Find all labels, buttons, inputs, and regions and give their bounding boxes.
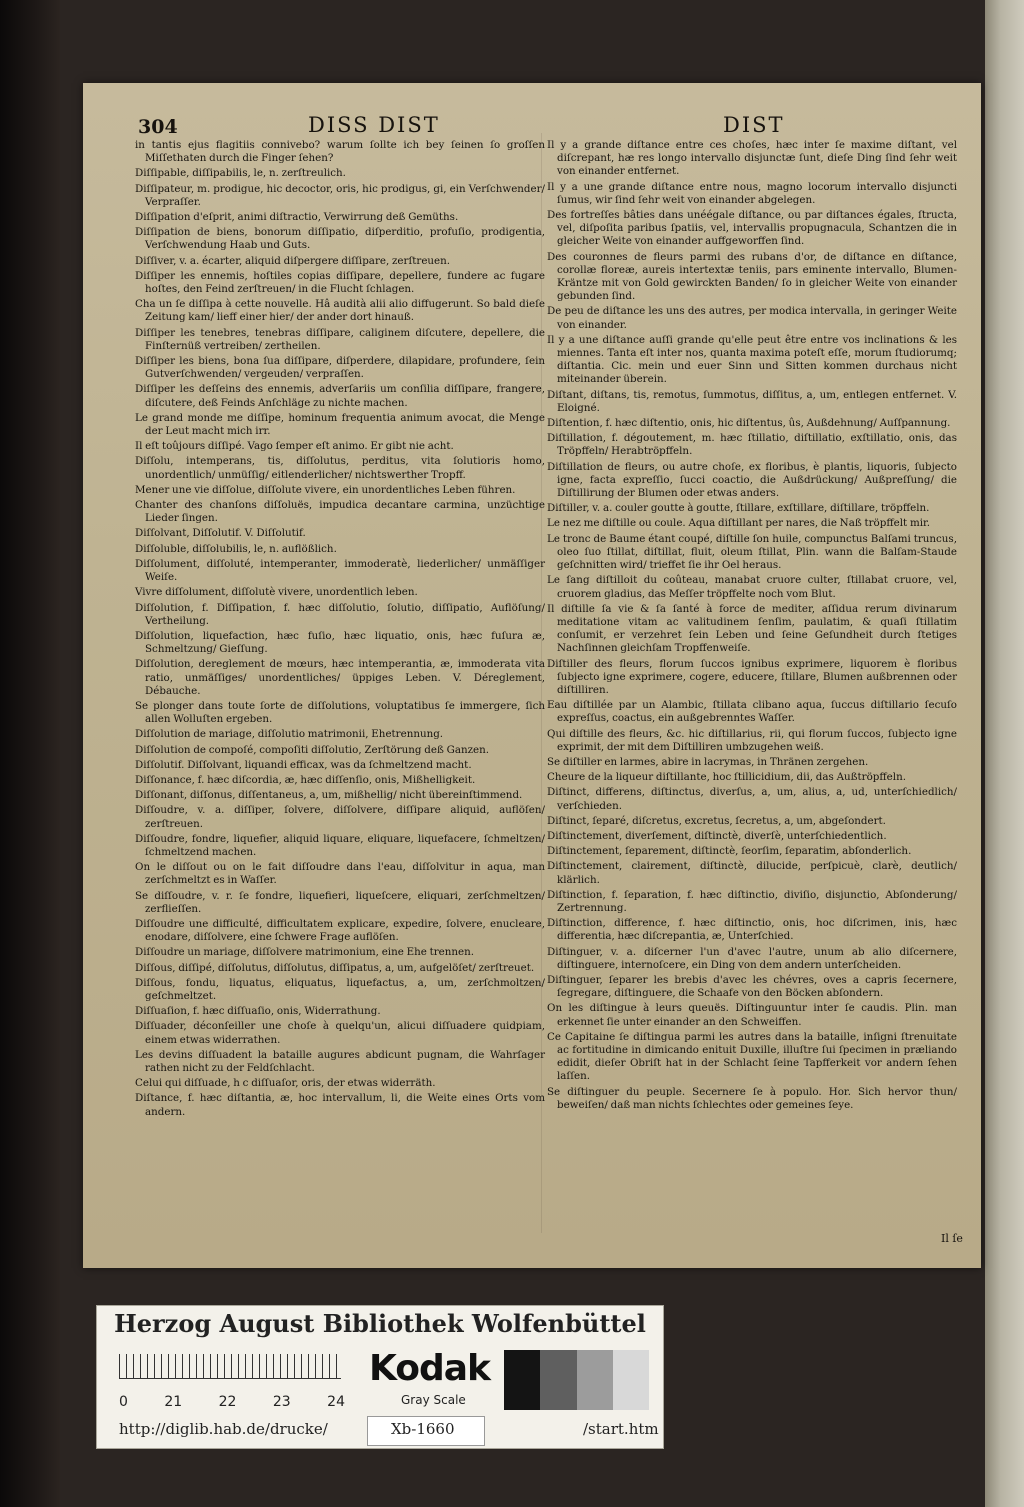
dictionary-entry: Diſſonance, f. hæc diſcordia, æ, hæc diſſenſio, onis, Mißhelligkeit. — [135, 773, 476, 786]
start-link[interactable]: /start.htm — [583, 1420, 659, 1438]
dictionary-entry: Se diſtiller en larmes, abire in lacrymas, in Thränen zergehen. — [547, 755, 869, 768]
dictionary-entry: Il y a grande diſtance entre ces choſes, hæc inter ſe maxime diſtant, vel diſcrepant, hæ res longo intervallo disjunctæ ſunt, dieſe Ding ſind ſehr weit von einander entfernet. — [547, 139, 957, 178]
dictionary-entry: Diſtinction, f. ſeparation, f. hæc diſtinctio, diviſio, disjunctio, Abſonderung/ Zertrennung. — [547, 888, 957, 914]
dictionary-column-right — [547, 139, 957, 1114]
scan-adjacent-page — [985, 0, 1024, 1507]
dictionary-entry: Les devins diſſuadent la bataille augures abdicunt pugnam, die Wahrſager rathen nicht zu der Feldſchlacht. — [135, 1048, 545, 1074]
ruler-number: 23 — [272, 1394, 291, 1410]
dictionary-entry: Ce Capitaine ſe diſtingua parmi les autres dans la bataille, inſigni ſtrenuitate ac fortitudine in dimicando enituit Duxille, illuſtre ſui ſpecimen in præliando edidit, dieſer Obriſt hat in der Schlacht ſeine Tapfferkeit vor andern ſehen laſſen. — [547, 1030, 957, 1083]
dictionary-entry: Il eſt toûjours diſſipé. Vago ſemper eſt animo. Er gibt nie acht. — [135, 440, 454, 453]
dictionary-entry: Diſſolvant, Diſſolutif. V. Diſſolutif. — [135, 527, 306, 540]
ruler-number: 21 — [164, 1394, 183, 1410]
ruler-numbers — [119, 1394, 345, 1410]
ruler-number: 22 — [218, 1394, 237, 1410]
dictionary-entry: Diſtant, diſtans, tis, remotus, ſummotus, diſſitus, a, um, entlegen entfernet. V. Eloigné. — [547, 388, 957, 414]
dictionary-entry: Diſſolutif. Diſſolvant, liquandi efficax, was da ſchmeltzend macht. — [135, 758, 472, 771]
dictionary-entry: Diſſolution de compoſé, compoſiti diſſolutio, Zerſtörung deß Ganzen. — [135, 743, 490, 756]
dictionary-entry: Cha un ſe diſſipa à cette nouvelle. Hâ audità alii alio diffugerunt. So bald dieſe Zeitung kam/ lieff einer hier/ der ander dort hinauß. — [135, 298, 545, 324]
dictionary-entry: Diſſiper les tenebres, tenebras diſſipare, caliginem diſcutere, depellere, die Finſternüß vertreiben/ zertheilen. — [135, 326, 545, 352]
ruler-number: 0 — [119, 1394, 128, 1410]
dictionary-entry: Diſſipation d'eſprit, animi diſtractio, Verwirrung deß Gemüths. — [135, 211, 459, 224]
dictionary-entry: Des couronnes de fleurs parmi des rubans d'or, de diſtance en diſtance, corollæ floreæ, aureis intertextæ teniis, pars eminente intervallo, Blumen-Kräntze mit von Gold gewirckten Banden/ ſo in gleicher Weite von einander gebunden ſind. — [547, 250, 957, 303]
dictionary-entry: Diſtinguer, ſeparer les brebis d'avec les chévres, oves a capris ſecernere, ſegregare, diſtinguere, die Schaafe von den Böcken abſondern. — [547, 973, 957, 1000]
gray-scale-patches — [504, 1350, 649, 1410]
scan-background-left — [0, 0, 60, 1507]
dictionary-entry: Diſtillation de fleurs, ou autre choſe, ex floribus, è plantis, liquoris, ſubjecto igne, facta expreſſio, ſucci coactio, die Außdrückung/ Außpreſſung/ die Diſtillirung der Blumen oder etwas anders. — [547, 460, 957, 500]
dictionary-entry: Diſſoudre un mariage, diſſolvere matrimonium, eine Ehe trennen. — [135, 946, 475, 959]
dictionary-entry: Diſſolu, intemperans, tis, diſſolutus, perditus, vita ſolutioris homo, unordentlich/ unmüſſig/ eitlenderlicher/ nichtswerther Tropff. — [135, 455, 545, 481]
library-color-plate — [96, 1305, 664, 1449]
dictionary-entry: Diſſuaſion, f. hæc diſſuaſio, onis, Widerrathung. — [135, 1005, 381, 1018]
shelf-mark: Xb-1660 — [391, 1420, 455, 1438]
dictionary-entry: Diſtinction, difference, f. hæc diſtinctio, onis, hoc diſcrimen, inis, hæc differentia, hæc diſcrepantia, æ, Unterſchied. — [547, 917, 957, 943]
dictionary-entry: Se plonger dans toute ſorte de diſſolutions, voluptatibus ſe immergere, ſich allen Wolluſten ergeben. — [135, 699, 545, 726]
kodak-logo: Kodak — [369, 1348, 490, 1389]
book-page — [83, 83, 981, 1268]
dictionary-entry: Diſſiver, v. a. écarter, aliquid diſpergere diſſipare, zerſtreuen. — [135, 254, 451, 267]
running-head-left: DISS DIST — [308, 113, 440, 137]
dictionary-entry: Diſtiller des fleurs, florum ſuccos ignibus exprimere, liquorem è floribus ſubjecto igne exprimere, cogere, educere, ſtillare, Blumen außbrennen oder diſtilliren. — [547, 657, 957, 696]
dictionary-entry: Diſſolution, liquefaction, hæc fuſio, hæc liquatio, onis, hæc fuſura æ, Schmeltzung/ Gieſſung. — [135, 629, 545, 656]
dictionary-entry: Diſſipateur, m. prodigue, hic decoctor, oris, hic prodigus, gi, ein Verſchwender/ Verpraſſer. — [135, 182, 545, 208]
dictionary-entry: Eau diſtillée par un Alambic, ſtillata clibano aqua, ſuccus diſtillario ſecuſo expreſſus, coactus, ein außgebrenntes Waſſer. — [547, 699, 957, 725]
dictionary-entry: Chanter des chanſons diſſoluës, impudica decantare carmina, unzüchtige Lieder ſingen. — [135, 499, 545, 525]
digital-library-url[interactable]: http://diglib.hab.de/drucke/ — [119, 1420, 328, 1438]
dictionary-entry: Il diſtille ſa vie & ſa ſanté à force de mediter, aſſidua rerum divinarum meditatione vitam ac valitudinem ſenſim, paulatim, & quaſi ſtillatim conſumit, er verzehret ſein Leben und ſeine Geſundheit durch ſtetiges Nachſinnen gleichſam Tropffenweiſe. — [547, 602, 957, 655]
dictionary-entry: Diſtance, f. hæc diſtantia, æ, hoc intervallum, li, die Weite eines Orts vom andern. — [135, 1092, 545, 1118]
page-number: 304 — [138, 116, 178, 138]
dictionary-column-left — [135, 139, 545, 1121]
gray-scale-label: Gray Scale — [401, 1393, 466, 1407]
dictionary-entry: Le grand monde me diſſipe, hominum frequentia animum avocat, die Menge der Leut macht mich irr. — [135, 411, 545, 438]
dictionary-entry: Diſſoudre une difficulté, difficultatem explicare, expedire, ſolvere, enucleare, enodare, diſſolvere, eine ſchwere Frage auflöſen. — [135, 917, 545, 944]
dictionary-entry: Cheure de la liqueur diſtillante, hoc ſtillicidium, dii, das Außtröpffeln. — [547, 771, 906, 784]
dictionary-entry: Diſſolument, diſſoluté, intemperanter, immoderatè, liederlicher/ unmäſſiger Weiſe. — [135, 557, 545, 584]
dictionary-entry: On le diſſout ou on le fait diſſoudre dans l'eau, diſſolvitur in aqua, man zerſchmeltzt es in Waſſer. — [135, 861, 545, 887]
dictionary-entry: Le nez me diſtille ou coule. Aqua diſtillant per nares, die Naß tröpffelt mir. — [547, 517, 931, 530]
dictionary-entry: Il y a une grande diſtance entre nous, magno locorum intervallo disjuncti ſumus, wir ſind ſehr weit von einander abgelegen. — [547, 180, 957, 206]
dictionary-entry: Diſtinct, differens, diſtinctus, diverſus, a, um, alius, a, ud, unterſchiedlich/ verſchieden. — [547, 786, 957, 812]
dictionary-entry: Mener une vie diſſolue, diſſolute vivere, ein unordentliches Leben führen. — [135, 483, 516, 496]
dictionary-entry: Diſſous, diſſipé, diſſolutus, diſſolutus, diſſipatus, a, um, aufgelöſet/ zerſtreuet. — [135, 961, 535, 974]
dictionary-entry: Diſſonant, diſſonus, diſſentaneus, a, um, mißhellig/ nicht übereinſtimmend. — [135, 789, 523, 802]
dictionary-entry: Diſtinguer, v. a. diſcerner l'un d'avec l'autre, unum ab alio diſcernere, diſtinguere, internoſcere, ein Ding von dem andern unterſcheiden. — [547, 945, 957, 971]
dictionary-entry: Vivre diſſolument, diſſolutè vivere, unordentlich leben. — [135, 586, 418, 599]
scale-ruler — [119, 1354, 341, 1379]
dictionary-entry: Diſſoluble, diſſolubilis, le, n. auflößlich. — [135, 542, 337, 555]
running-head-right: DIST — [723, 113, 785, 137]
dictionary-entry: Le tronc de Baume étant coupé, diſtille ſon huile, compunctus Balſami truncus, oleo ſuo ſtillat, diſtillat, fluit, oleum ſtillat, Plin. wann die Balſam-Staude geſchnitten wird/ trieffet ſie ihr Oel heraus. — [547, 532, 957, 572]
dictionary-entry: Diſſiper les ennemis, hoſtiles copias diſſipare, depellere, fundere ac fugare hoſtes, den Feind zerſtreuen/ in die Flucht ſchlagen. — [135, 269, 545, 296]
dictionary-entry: Diſſiper les deſſeins des ennemis, adverſariis um conſilia diſſipare, frangere, diſcutere, deß Feinds Anſchläge zu nichte machen. — [135, 383, 545, 409]
dictionary-entry: Diſſolution de mariage, diſſolutio matrimonii, Ehetrennung. — [135, 728, 444, 741]
library-title: Herzog August Bibliothek Wolfenbüttel — [114, 1309, 646, 1338]
dictionary-entry: Qui diſtille des fleurs, &c. hic diſtillarius, rii, qui florum ſuccos, ſubjecto igne exprimit, der mit dem Diſtilliren umbzugehen weiß. — [547, 727, 957, 753]
dictionary-entry: Se diſtinguer du peuple. Secernere ſe à populo. Hor. Sich hervor thun/ beweiſen/ daß man nichts ſchlechtes oder gemeines ſeye. — [547, 1085, 957, 1111]
dictionary-entry: Diſtinctement, clairement, diſtinctè, dilucide, perſpicuè, clarè, deutlich/ klärlich. — [547, 860, 957, 886]
dictionary-entry: Diſtillation, f. dégoutement, m. hæc ſtillatio, diſtillatio, exſtillatio, onis, das Tröpffeln/ Herabtröpffeln. — [547, 432, 957, 458]
dictionary-entry: De peu de diſtance les uns des autres, per modica intervalla, in geringer Weite von einander. — [547, 305, 957, 331]
dictionary-entry: Diſſous, fondu, liquatus, eliquatus, liquefactus, a, um, zerſchmoltzen/ geſchmeltzet. — [135, 976, 545, 1002]
gray-patch — [540, 1350, 576, 1410]
dictionary-entry: Il y a une diſtance auſſi grande qu'elle peut être entre vos inclinations & les miennes. Tanta eſt inter nos, quanta maxima poteſt eſſe, morum ſtudiorumq; diſtantia. Cic. mein und euer Sinn und Sitten kommen durchaus nicht miteinander überein. — [547, 333, 957, 386]
gray-patch — [613, 1350, 649, 1410]
dictionary-entry: Diſtinct, ſeparé, diſcretus, excretus, ſecretus, a, um, abgeſondert. — [547, 814, 886, 827]
dictionary-entry: Diſſolution, dereglement de mœurs, hæc intemperantia, æ, immoderata vita ratio, unmäſſiges/ unordentliches/ üppiges Leben. V. Déreglement, Débauche. — [135, 658, 545, 697]
dictionary-entry: Des fortreſſes bâties dans unéégale diſtance, ou par diſtances égales, ſtructa, vel, diſpoſita paribus ſpatiis, vel, intervallis propugnacula, Schantzen die in gleicher Weite von einander auffgeworffen ſind. — [547, 209, 957, 248]
dictionary-entry: Diſſuader, déconſeiller une choſe à quelqu'un, alicui diſſuadere quidpiam, einem etwas widerrathen. — [135, 1020, 545, 1046]
dictionary-entry: Le ſang diſtilloit du coûteau, manabat cruore culter, ſtillabat cruore, vel, cruorem gladius, das Meſſer tröpffelte noch vom Blut. — [547, 574, 957, 600]
dictionary-entry: On les diſtingue à leurs queuës. Diſtinguuntur inter ſe caudis. Plin. man erkennet ſie unter einander an den Schweiffen. — [547, 1002, 957, 1028]
dictionary-entry: Diſſipable, diſſipabilis, le, n. zerſtreulich. — [135, 167, 346, 180]
dictionary-entry: Se diſſoudre, v. r. ſe fondre, liquefieri, liqueſcere, eliquari, zerſchmeltzen/ zerflieſſen. — [135, 889, 545, 915]
ruler-number: 24 — [327, 1394, 345, 1410]
dictionary-entry: Celui qui diſſuade, h c diſſuaſor, oris, der etwas widerräth. — [135, 1077, 436, 1090]
dictionary-entry: Diſtention, f. hæc diſtentio, onis, hic diſtentus, ûs, Außdehnung/ Auſſpannung. — [547, 417, 951, 430]
gray-patch — [504, 1350, 540, 1410]
plate-footer — [97, 1416, 663, 1446]
dictionary-entry: Diſſoudre, v. a. diſſiper, ſolvere, diſſolvere, diſſipare aliquid, auflöſen/ zerſtreuen. — [135, 804, 545, 830]
dictionary-entry: Diſſipation de biens, bonorum diſſipatio, diſperditio, profuſio, prodigentia, Verſchwendung Haab und Guts. — [135, 226, 545, 252]
dictionary-entry: Diſſolution, f. Diſſipation, f. hæc diſſolutio, ſolutio, diſſipatio, Auflöſung/ Vertheilung. — [135, 601, 545, 627]
dictionary-entry: Diſtiller, v. a. couler goutte à goutte, ſtillare, exſtillare, diſtillare, tröpffeln. — [547, 502, 930, 515]
catchword: Il ſe — [941, 1232, 963, 1245]
dictionary-entry: Diſtinctement, diverſement, diſtinctè, diverſè, unterſchiedentlich. — [547, 829, 887, 842]
dictionary-entry: in tantis ejus flagitiis connivebo? warum ſollte ich bey ſeinen ſo groſſen Miſſethaten durch die Finger ſehen? — [135, 139, 545, 165]
dictionary-entry: Diſſiper les biens, bona ſua diſſipare, diſperdere, dilapidare, profundere, ſein Gutverſchwenden/ vergeuden/ verpraſſen. — [135, 355, 545, 381]
dictionary-entry: Diſtinctement, ſeparement, diſtinctè, ſeorſim, ſeparatim, abſonderlich. — [547, 845, 912, 858]
dictionary-entry: Diſſoudre, fondre, liquefier, aliquid liquare, eliquare, liquefacere, ſchmeltzen/ ſchmeltzend machen. — [135, 832, 545, 858]
gray-patch — [577, 1350, 613, 1410]
